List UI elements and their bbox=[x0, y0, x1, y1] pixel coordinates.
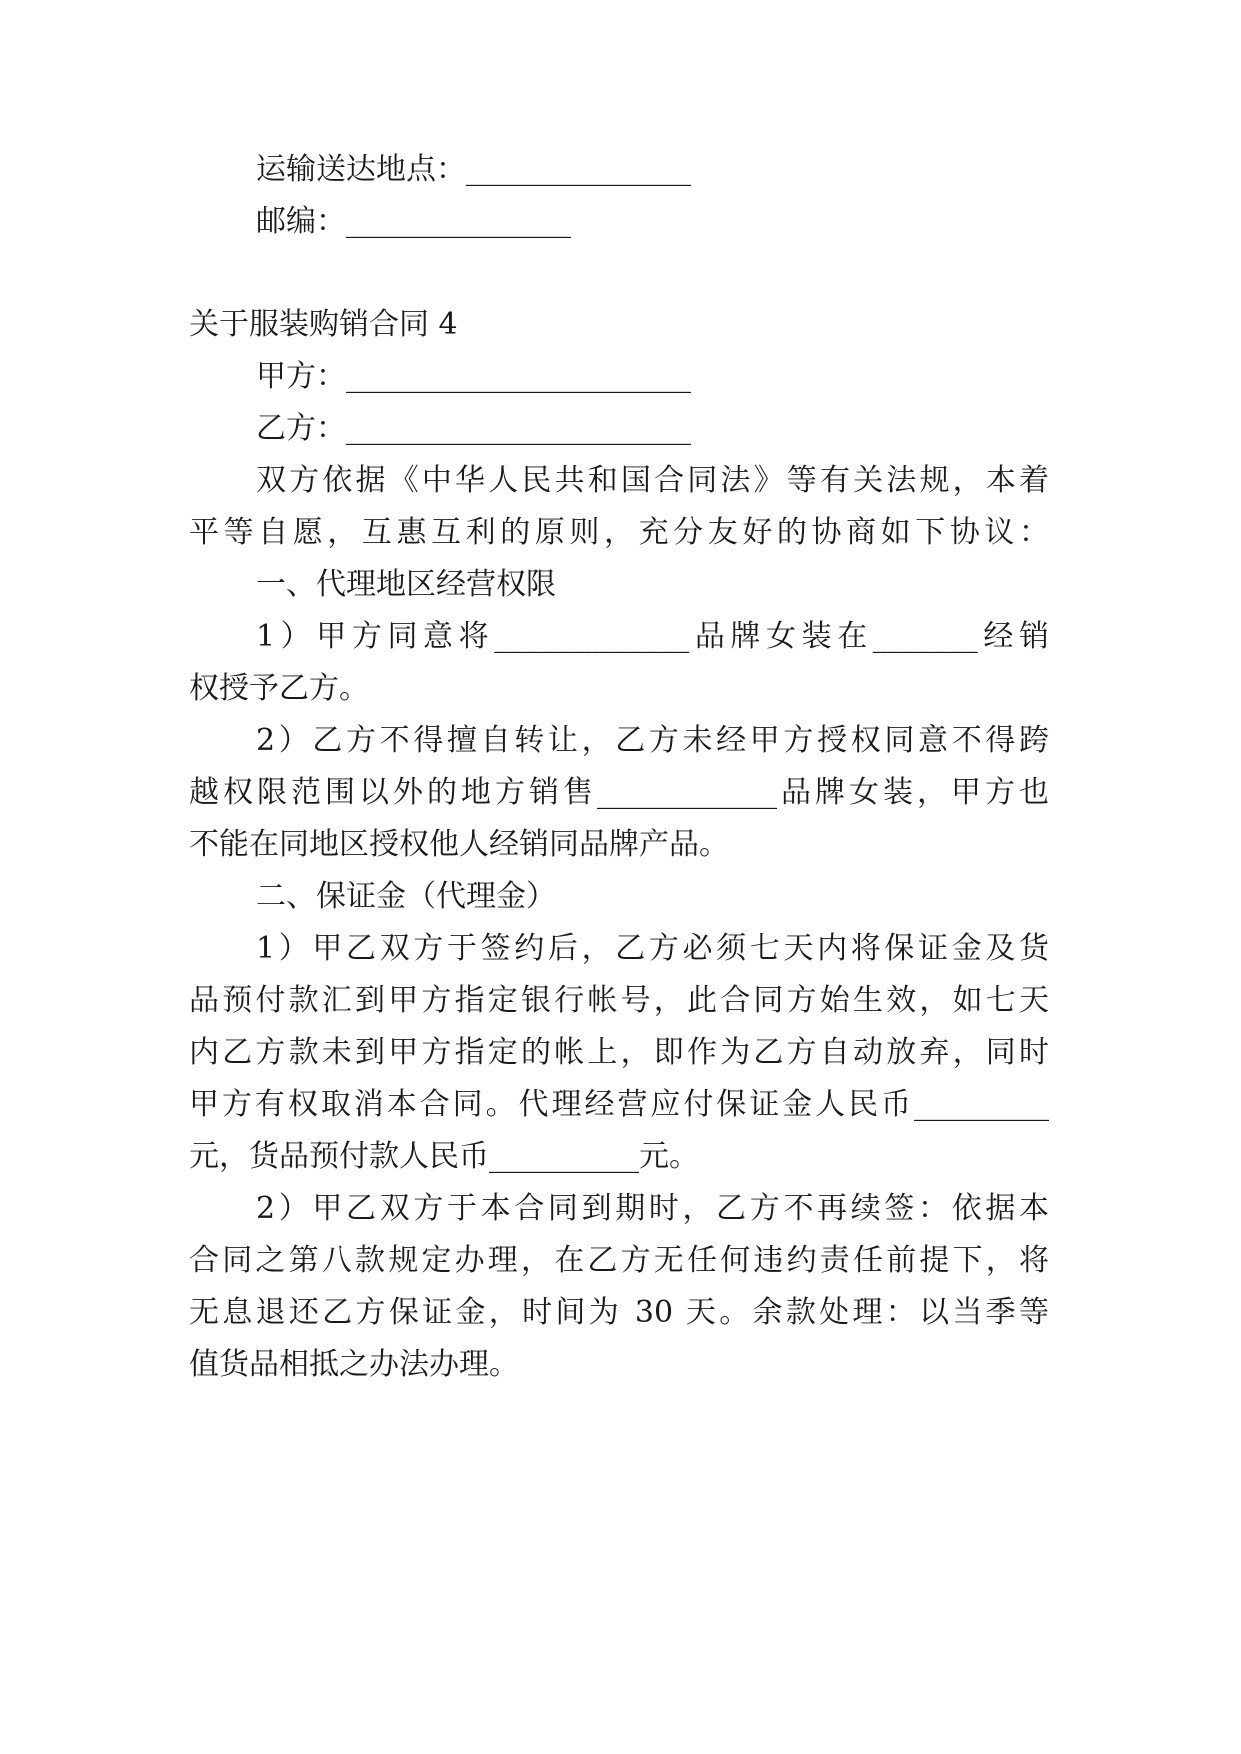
section-heading-1: 一、代理地区经营权限 bbox=[256, 567, 556, 602]
clause-2-1-line-3: 内乙方款未到甲方指定的帐上，即作为乙方自动放弃，同时 bbox=[189, 1035, 1049, 1070]
clause-2-1-line-1: 1）甲乙双方于签约后，乙方必须七天内将保证金及货 bbox=[256, 931, 1049, 966]
clause-1-2-line-3: 不能在同地区授权他人经销同品牌产品。 bbox=[189, 827, 729, 862]
clause-2-2-line-2: 合同之第八款规定办理，在乙方无任何违约责任前提下，将 bbox=[189, 1243, 1049, 1278]
clause-1-1-line-1: 1）甲方同意将_____________品牌女装在_______经销 bbox=[256, 619, 1049, 654]
clause-1-2-line-1: 2）乙方不得擅自转让，乙方未经甲方授权同意不得跨 bbox=[256, 723, 1049, 758]
party-a-line: 甲方：_______________________ bbox=[256, 359, 691, 394]
delivery-location-line: 运输送达地点：_______________ bbox=[256, 152, 691, 187]
postcode-line: 邮编：_______________ bbox=[256, 204, 571, 239]
party-b-line: 乙方：_______________________ bbox=[256, 411, 691, 446]
preamble-line-1: 双方依据《中华人民共和国合同法》等有关法规，本着 bbox=[256, 463, 1049, 498]
section-heading-2: 二、保证金（代理金） bbox=[256, 879, 556, 914]
contract-title: 关于服装购销合同 4 bbox=[189, 307, 458, 342]
clause-2-1-line-4: 甲方有权取消本合同。代理经营应付保证金人民币_________ bbox=[189, 1087, 1049, 1122]
clause-1-1-line-2: 权授予乙方。 bbox=[189, 671, 369, 706]
clause-2-2-line-1: 2）甲乙双方于本合同到期时，乙方不再续签：依据本 bbox=[256, 1191, 1049, 1226]
clause-2-1-line-2: 品预付款汇到甲方指定银行帐号，此合同方始生效，如七天 bbox=[189, 983, 1049, 1018]
clause-2-2-line-4: 值货品相抵之办法办理。 bbox=[189, 1347, 519, 1382]
clause-1-2-line-2: 越权限范围以外的地方销售____________品牌女装，甲方也 bbox=[189, 775, 1049, 810]
clause-2-2-line-3: 无息退还乙方保证金，时间为 30 天。余款处理：以当季等 bbox=[189, 1295, 1049, 1330]
preamble-line-2: 平等自愿，互惠互利的原则，充分友好的协商如下协议： bbox=[189, 515, 1049, 550]
clause-2-1-line-5: 元，货品预付款人民币__________元。 bbox=[189, 1139, 699, 1174]
